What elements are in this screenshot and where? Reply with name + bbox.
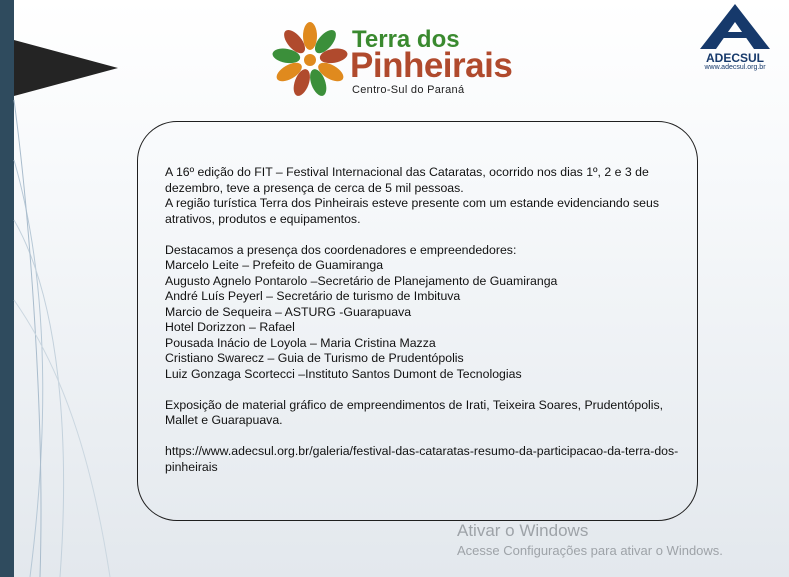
decorative-lines (0, 0, 140, 577)
highlight-title: Destacamos a presença dos coordenadores e empreendedores: (165, 242, 517, 257)
adecsul-name: ADECSUL (705, 51, 764, 65)
person-item: Marcio de Sequeira – ASTURG -Guarapuava (165, 304, 412, 319)
logo-text-terra-dos: Terra dos (352, 26, 460, 53)
arrow-shape (14, 40, 118, 96)
intro-paragraph-1: A 16º edição do FIT – Festival Internacional das Cataratas, ocorrido nos dias 1º, 2 e 3 de dezembro, teve a presença de cerca de 5 mil pessoas. (165, 165, 649, 195)
person-item: Cristiano Swarecz – Guia de Turismo de Prudentópolis (165, 351, 464, 365)
person-item: Hotel Dorizzon – Rafael (165, 320, 295, 334)
person-item: Marcelo Leite – Prefeito de Guamiranga (165, 258, 384, 272)
adecsul-logo (690, 2, 780, 72)
content-text (165, 165, 685, 475)
person-item: André Luís Peyerl – Secretário de turismo de Imbituva (165, 289, 461, 303)
curve-line-3 (14, 100, 41, 577)
windows-activation-watermark (457, 521, 723, 558)
curve-line-1 (14, 160, 43, 577)
gallery-link[interactable]: https://www.adecsul.org.br/galeria/festival-das-cataratas-resumo-da-participacao-da-terra-dos-pinheirais (165, 444, 679, 474)
intro-paragraph-2: A região turística Terra dos Pinheirais esteve presente com um estande evidenciando seus atrativos, produtos e equipamentos. (165, 196, 659, 226)
terra-dos-pinheirais-logo (272, 18, 522, 100)
adecsul-url: www.adecsul.org.br (704, 64, 766, 71)
adecsul-a-icon (690, 2, 780, 52)
watermark-title: Ativar o Windows (457, 521, 589, 540)
watermark-subtitle: Acesse Configurações para ativar o Windows. (457, 543, 723, 558)
pinheirais-flower-icon (272, 18, 350, 100)
exposition-paragraph: Exposição de material gráfico de empreendimentos de Irati, Teixeira Soares, Prudentópolis, Mallet e Guarapuava. (165, 397, 664, 427)
person-item: Augusto Agnelo Pontarolo –Secretário de Planejamento de Guamiranga (165, 273, 558, 288)
person-item: Luiz Gonzaga Scortecci –Instituto Santos Dumont de Tecnologias (165, 366, 522, 381)
logo-text-pinheirais: Pinheirais (350, 46, 513, 85)
person-item: Pousada Inácio de Loyola – Maria Cristina Mazza (165, 335, 436, 350)
logo-text-centro-sul: Centro-Sul do Paraná (352, 84, 465, 96)
